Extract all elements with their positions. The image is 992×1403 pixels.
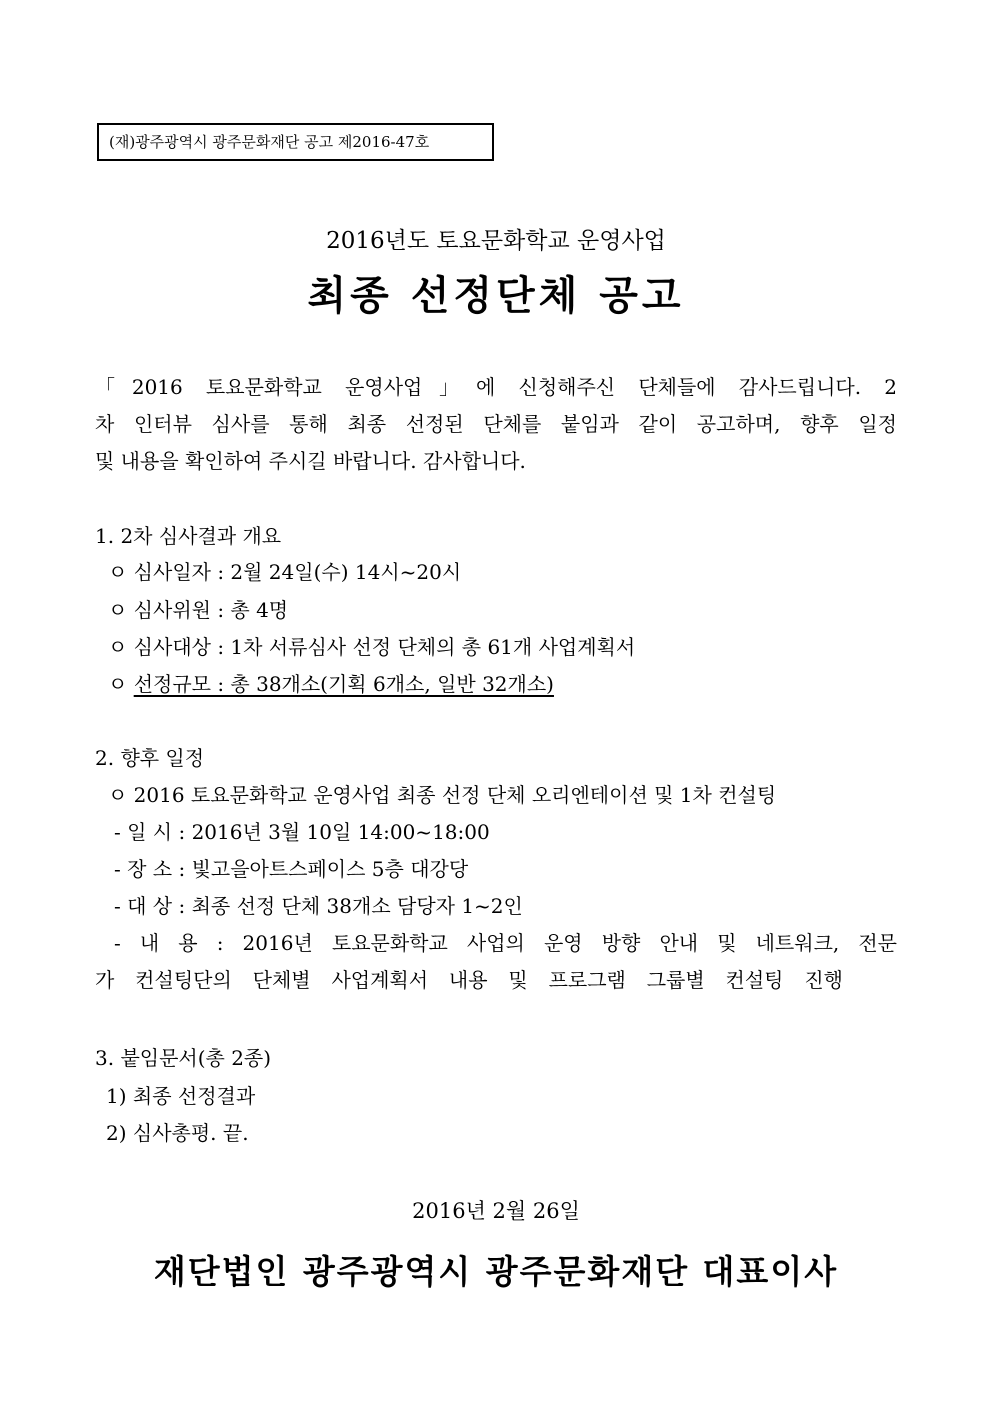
section1-item: ㅇ 심사일자 : 2월 24일(수) 14시~20시 bbox=[108, 560, 462, 584]
section3-heading: 3. 붙임문서(총 2종) bbox=[95, 1046, 272, 1070]
section2-content-line-2: 가 컨설팅단의 단체별 사업계획서 내용 및 프로그램 그룹별 컨설팅 진행 bbox=[95, 968, 843, 992]
section1-item bbox=[108, 668, 554, 697]
selection-scale-underlined: 선정규모 : 총 38개소(기획 6개소, 일반 32개소) bbox=[133, 672, 554, 696]
intro-line-3: 및 내용을 확인하여 주시길 바랍니다. 감사합니다. bbox=[95, 449, 526, 473]
intro-line-1: 「2016 토요문화학교 운영사업」에 신청해주신 단체들에 감사드립니다. 2 bbox=[95, 375, 897, 399]
section2-content-line-1: - 내 용 : 2016년 토요문화학교 사업의 운영 방향 안내 및 네트워크, 전문 bbox=[114, 931, 897, 955]
bullet: ㅇ bbox=[108, 672, 128, 696]
attachment-item: 2) 심사총평. 끝. bbox=[106, 1121, 249, 1145]
attachment-item: 1) 최종 선정결과 bbox=[106, 1084, 256, 1108]
document-subtitle: 2016년도 토요문화학교 운영사업 bbox=[326, 228, 666, 254]
section1-item: ㅇ 심사위원 : 총 4명 bbox=[108, 598, 289, 622]
document-title: 최종 선정단체 공고 bbox=[307, 272, 685, 319]
notice-number: (재)광주광역시 광주문화재단 공고 제2016-47호 bbox=[109, 133, 430, 151]
intro-line-2: 차 인터뷰 심사를 통해 최종 선정된 단체를 붙임과 같이 공고하며, 향후 일정 bbox=[95, 412, 897, 436]
section2-event: ㅇ 2016 토요문화학교 운영사업 최종 선정 단체 오리엔테이션 및 1차 컨설팅 bbox=[108, 783, 777, 807]
notice-number-box bbox=[97, 123, 494, 161]
section1-heading: 1. 2차 심사결과 개요 bbox=[95, 524, 282, 548]
section1-item: ㅇ 심사대상 : 1차 서류심사 선정 단체의 총 61개 사업계획서 bbox=[108, 635, 636, 659]
document-date: 2016년 2월 26일 bbox=[412, 1199, 580, 1223]
section2-heading: 2. 향후 일정 bbox=[95, 746, 205, 770]
section2-detail: - 일 시 : 2016년 3월 10일 14:00~18:00 bbox=[114, 820, 490, 844]
issuing-organization: 재단법인 광주광역시 광주문화재단 대표이사 bbox=[153, 1252, 839, 1291]
section2-detail: - 장 소 : 빛고을아트스페이스 5층 대강당 bbox=[114, 857, 469, 881]
section2-detail: - 대 상 : 최종 선정 단체 38개소 담당자 1~2인 bbox=[114, 894, 523, 918]
